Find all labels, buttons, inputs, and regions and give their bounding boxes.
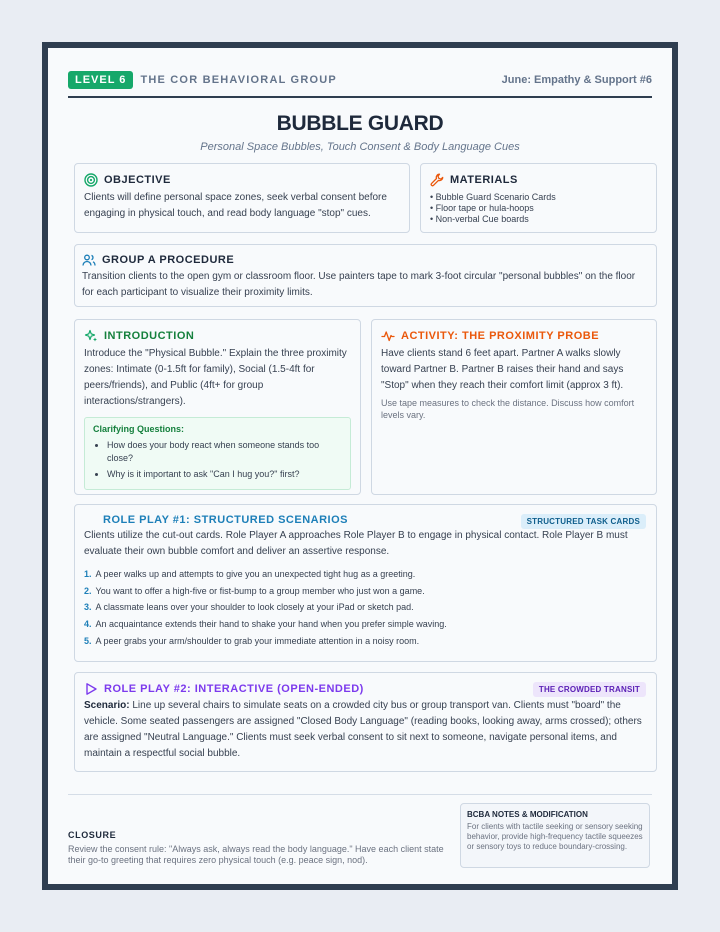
roleplay2-heading: ROLE PLAY #2: INTERACTIVE (OPEN-ENDED) xyxy=(104,683,364,695)
materials-card xyxy=(420,163,657,233)
closure-heading: CLOSURE xyxy=(68,830,117,840)
roleplay2-text xyxy=(84,698,647,762)
list-item xyxy=(84,601,647,613)
page-header xyxy=(68,70,652,90)
roleplay1-tag: STRUCTURED TASK CARDS xyxy=(521,514,646,529)
level-badge: LEVEL 6 xyxy=(68,71,133,89)
target-icon xyxy=(84,173,98,187)
introduction-card xyxy=(74,319,361,495)
scenario-number: 5. xyxy=(84,635,92,646)
scenario-number: 3. xyxy=(84,602,92,613)
roleplay1-card xyxy=(74,504,657,662)
scenario-number: 1. xyxy=(84,569,92,579)
activity-header xyxy=(381,329,647,343)
page-title: BUBBLE GUARD xyxy=(276,112,444,135)
materials-heading: MATERIALS xyxy=(450,174,518,186)
activity-heading: ACTIVITY: THE PROXIMITY PROBE xyxy=(401,330,600,342)
clarifying-list xyxy=(93,439,342,481)
wrench-icon xyxy=(430,173,444,187)
list-item xyxy=(84,635,647,647)
header-divider xyxy=(68,96,652,98)
scenario-number: 2. xyxy=(84,585,92,596)
introduction-heading: INTRODUCTION xyxy=(104,330,195,342)
roleplay2-card xyxy=(74,672,657,772)
series-label: June: Empathy & Support #6 xyxy=(501,74,652,86)
clarifying-heading: Clarifying Questions: xyxy=(93,424,185,434)
list-item: • Floor tape or hula-hoops xyxy=(430,203,647,214)
users-icon xyxy=(82,253,96,267)
objective-header xyxy=(84,173,400,187)
list-item xyxy=(84,568,647,580)
list-item: • How does your body react when someone stands too close? xyxy=(107,439,342,465)
roleplay1-heading: ROLE PLAY #1: STRUCTURED SCENARIOS xyxy=(103,514,348,526)
sparkle-icon xyxy=(84,329,98,343)
list-item xyxy=(84,585,647,597)
list-item: • Why is it important to ask "Can I hug you?" first? xyxy=(107,468,342,481)
play-icon xyxy=(84,682,98,696)
pulse-icon xyxy=(381,329,395,343)
objective-text: Clients will define personal space zones, seek verbal consent before engaging in physical touch, and read body language "stop" cues. xyxy=(84,192,387,219)
activity-text: Have clients stand 6 feet apart. Partner A walks slowly toward Partner B. Partner B raises their hand and says "Stop" when they reach their comfort limit (approx 3 ft). xyxy=(381,348,624,391)
scenario-text: A peer grabs your arm/shoulder to grab your immediate attention in a noisy room. xyxy=(95,635,420,646)
closure-text: Review the consent rule: "Always ask, always read the body language." Have each client state their go-to greeting that requires zero physical touch (e.g. peace sign, nod). xyxy=(68,844,444,865)
roleplay2-body: Line up several chairs to simulate seats on a crowded city bus or group transport van. Clients must "board" the vehicle. Some seated passengers are assigned "Closed Body Language" (reading books, looking away, arms crossed); others are assigned "Neutral Language." Clients must seek verbal consent to sit next to someone, navigate personal items, and maintain a respectful social bubble. xyxy=(84,700,642,759)
list-item xyxy=(84,618,647,630)
scenario-text: An acquaintance extends their hand to shake your hand when you prefer simple waving. xyxy=(95,619,447,630)
procedure-text: Transition clients to the open gym or classroom floor. Use painters tape to mark 3-foot circular "personal bubbles" on the floor for each participant to visualize their proximity limits. xyxy=(82,271,636,298)
bcba-text: For clients with tactile seeking or sensory seeking behavior, provide high-frequency tactile squeezes or sensory toys to reduce boundary-crossing. xyxy=(467,822,643,851)
procedure-heading: GROUP A PROCEDURE xyxy=(102,254,235,266)
introduction-header xyxy=(84,329,351,343)
closure-section xyxy=(68,830,448,866)
procedure-card xyxy=(74,244,657,307)
objective-card xyxy=(74,163,410,233)
scenario-list xyxy=(84,568,647,647)
bcba-notes-card xyxy=(460,803,650,868)
scenario-text: A classmate leans over your shoulder to look closely at your iPad or sketch pad. xyxy=(95,602,414,613)
introduction-text: Introduce the "Physical Bubble." Explain the three proximity zones: Intimate (0-1.5ft for family), Social (1.5-4ft for peers/friends), and Public (4ft+ for group interactions/strangers). xyxy=(84,348,347,407)
closure-divider xyxy=(68,794,652,795)
clarifying-questions-box xyxy=(84,417,351,490)
materials-list xyxy=(430,192,647,225)
page-subtitle: Personal Space Bubbles, Touch Consent & Body Language Cues xyxy=(200,141,520,153)
scenario-number: 4. xyxy=(84,619,92,630)
worksheet-content xyxy=(68,70,652,865)
activity-card xyxy=(371,319,657,495)
organization-name: THE COR BEHAVIORAL GROUP xyxy=(140,74,337,86)
scenario-text: A peer walks up and attempts to give you an unexpected tight hug as a greeting. xyxy=(95,569,416,579)
bcba-heading: BCBA NOTES & MODIFICATION xyxy=(467,810,588,819)
list-item: • Non-verbal Cue boards xyxy=(430,214,647,225)
materials-header xyxy=(430,173,647,187)
worksheet-page xyxy=(42,42,678,890)
activity-note: Use tape measures to check the distance. Discuss how comfort levels vary. xyxy=(381,398,635,420)
roleplay2-tag: THE CROWDED TRANSIT xyxy=(533,682,646,697)
scenario-label: Scenario: xyxy=(84,700,130,711)
objective-heading: OBJECTIVE xyxy=(104,174,171,186)
procedure-header xyxy=(82,253,649,267)
roleplay1-text: Clients utilize the cut-out cards. Role Player A approaches Role Player B to engage in physical contact. Role Player B must evaluate their own bubble comfort and deliver an assertive response. xyxy=(84,530,628,557)
scenario-text: You want to offer a high-five or fist-bump to a group member who just won a game. xyxy=(95,585,425,596)
list-item: • Bubble Guard Scenario Cards xyxy=(430,192,647,203)
